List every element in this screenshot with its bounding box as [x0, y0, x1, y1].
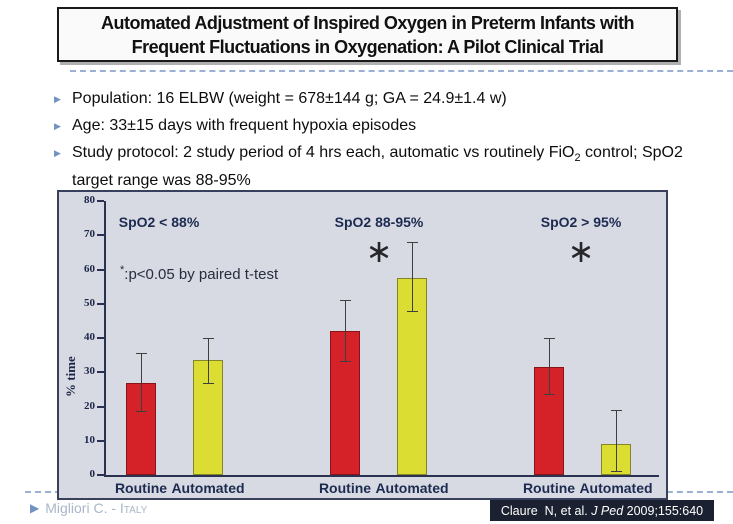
x-category-label: Automated — [171, 480, 245, 496]
bullet-triangle-icon: ▶ — [54, 94, 61, 104]
error-bar-line — [549, 338, 550, 395]
bullet-item-protocol — [48, 142, 708, 191]
footer-country: Italy — [119, 500, 148, 516]
group-label: SpO2 > 95% — [540, 214, 622, 230]
error-bar-line — [616, 410, 617, 472]
bar-chart — [57, 190, 668, 500]
footer-arrow-icon: ▶ — [30, 501, 40, 515]
slide-title-box — [57, 7, 678, 62]
slide-title-line1: Automated Adjustment of Inspired Oxygen in Preterm Infants with — [101, 12, 634, 33]
bullet-item-population — [48, 88, 708, 115]
bullet-item-age — [48, 115, 708, 142]
y-axis-tick-label: 50 — [84, 296, 95, 309]
group-label: SpO2 < 88% — [118, 214, 200, 230]
chart-annotation: *:p<0.05 by paired t-test — [120, 264, 279, 283]
y-axis-tick — [97, 234, 104, 236]
y-axis-tick — [97, 200, 104, 202]
y-axis-tick — [97, 371, 104, 373]
error-bar-cap-bottom — [544, 394, 555, 395]
bullet-text: Population: 16 ELBW (weight = 678±144 g; GA = 24.9±1.4 w) — [72, 90, 507, 107]
y-axis-tick — [97, 269, 104, 271]
y-axis-line — [104, 201, 106, 477]
y-axis-tick-label: 80 — [84, 194, 95, 206]
bullet-triangle-icon: ▶ — [54, 121, 61, 132]
error-bar-cap-top — [407, 242, 418, 243]
error-bar-cap-bottom — [407, 311, 418, 312]
y-axis-tick-label: 30 — [84, 365, 95, 378]
x-category-label: Automated — [375, 480, 449, 496]
y-axis-tick-label: 60 — [84, 262, 95, 275]
y-axis-tick — [97, 337, 104, 339]
bullet-list — [48, 88, 708, 192]
annotation-asterisk: * — [120, 264, 125, 276]
x-category-label: Routine — [318, 480, 372, 496]
error-bar-line — [345, 300, 346, 362]
x-category-label: Routine — [522, 480, 576, 496]
error-bar-cap-top — [611, 410, 622, 411]
y-axis-tick-label: 70 — [84, 228, 95, 241]
footer-author-name: Migliori C. - Italy — [45, 500, 148, 516]
error-bar-cap-bottom — [611, 471, 622, 472]
citation-box: Claure N, et al. J Ped 2009;155:640 — [490, 500, 714, 521]
y-axis-title: % time — [63, 356, 78, 398]
error-bar-cap-top — [340, 300, 351, 301]
error-bar-line — [208, 338, 209, 384]
y-axis-tick-label: 20 — [84, 399, 95, 412]
chart-plot-area — [59, 192, 666, 498]
error-bar-cap-bottom — [340, 361, 351, 362]
footer-author — [30, 500, 147, 516]
y-axis-tick-label: 10 — [84, 433, 95, 446]
bullet-text: Age: 33±15 days with frequent hypoxia episodes — [72, 117, 417, 135]
bullet-triangle-icon: ▶ — [54, 148, 61, 159]
x-category-label: Automated — [579, 480, 653, 496]
error-bar-cap-top — [544, 338, 555, 339]
group-label: SpO2 88-95% — [334, 214, 424, 230]
x-category-label: Routine — [114, 480, 168, 496]
error-bar-line — [141, 353, 142, 411]
y-axis-tick — [97, 474, 104, 476]
error-bar-line — [412, 242, 413, 312]
x-axis-line — [104, 475, 659, 477]
citation-journal: J Ped — [591, 503, 624, 518]
y-axis-tick-label: 40 — [84, 331, 95, 343]
bullet-text: Study protocol: 2 study period of 4 hrs each, automatic vs routinely FiO$_2$ control; SpO2 target range was 88-95% — [72, 144, 683, 189]
y-axis-tick — [97, 303, 104, 305]
significance-asterisk: ∗ — [365, 233, 393, 269]
error-bar-cap-top — [136, 353, 147, 354]
error-bar-cap-bottom — [203, 383, 214, 384]
y-axis-tick — [97, 406, 104, 408]
error-bar-cap-top — [203, 338, 214, 339]
slide-title-line2: Frequent Fluctuations in Oxygenation: A Pilot Clinical Trial — [131, 36, 604, 57]
y-axis-tick — [97, 440, 104, 442]
error-bar-cap-bottom — [136, 411, 147, 412]
top-dashed-divider — [70, 70, 733, 72]
significance-asterisk: ∗ — [567, 233, 595, 269]
y-axis-tick-label: 0 — [89, 468, 95, 480]
